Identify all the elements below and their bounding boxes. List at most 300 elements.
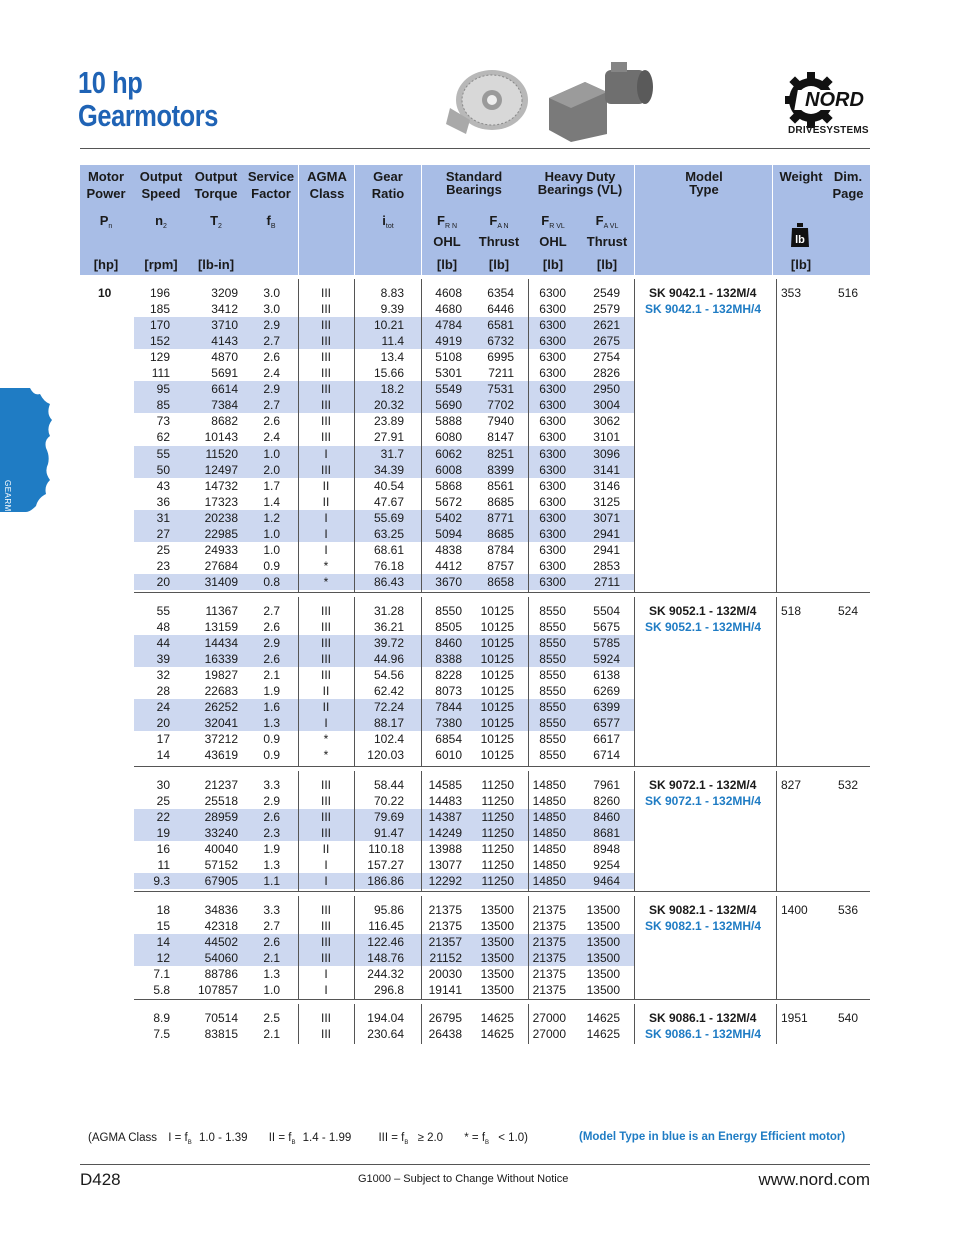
title-line-2: Gearmotors: [78, 98, 219, 133]
favl-thrust-cell: 2621: [593, 318, 620, 333]
torque-cell: 3710: [211, 318, 238, 333]
service-factor-cell: 2.7: [263, 398, 280, 413]
group-divider: [134, 592, 870, 593]
torque-cell: 6614: [211, 382, 238, 397]
dim-page-value: 516: [837, 286, 858, 300]
torque-cell: 17323: [204, 494, 238, 509]
torque-cell: 32041: [204, 716, 238, 731]
torque-cell: 83815: [204, 1027, 238, 1042]
service-factor-cell: 1.7: [263, 478, 280, 493]
gear-ratio-cell: 10.21: [373, 318, 404, 333]
service-factor-cell: 2.9: [263, 318, 280, 333]
weight-value: 518: [781, 604, 802, 618]
agma-class-cell: III: [320, 462, 331, 477]
frvl-ohl-cell: 6300: [539, 334, 566, 349]
frvl-ohl-cell: 14850: [532, 858, 566, 873]
agma-class-cell: I: [324, 446, 328, 461]
speed-cell: 28: [156, 684, 170, 699]
speed-cell: 39: [156, 652, 170, 667]
speed-cell: 55: [156, 446, 170, 461]
weight-value: 1400: [781, 903, 808, 917]
speed-cell: 14: [156, 748, 170, 763]
column-divider: [298, 279, 299, 592]
fr-ohl-cell: 20030: [428, 967, 462, 982]
fa-thrust-cell: 6732: [487, 334, 514, 349]
frvl-ohl-cell: 8550: [539, 716, 566, 731]
agma-class-cell: III: [320, 620, 331, 635]
favl-thrust-cell: 5504: [593, 604, 620, 618]
gear-ratio-cell: 9.39: [380, 302, 404, 317]
fa-thrust-cell: 6995: [487, 350, 514, 365]
unit-rpm: [rpm]: [144, 257, 178, 272]
frvl-ohl-cell: 8550: [539, 748, 566, 763]
frvl-ohl-cell: 6300: [539, 350, 566, 365]
fr-ohl-cell: 6008: [435, 462, 462, 477]
model-type-energy-efficient: SK 9052.1 - 132MH/4: [645, 620, 762, 635]
service-factor-cell: 2.1: [263, 668, 280, 683]
symbol-pn: [82, 212, 130, 235]
frvl-ohl-cell: 14850: [532, 794, 566, 809]
favl-thrust-cell: 2711: [594, 574, 620, 589]
service-factor-cell: 2.4: [263, 430, 280, 445]
symbol-t2: [188, 212, 244, 235]
symbol-t2-main: T: [210, 213, 219, 228]
torque-cell: 13159: [204, 620, 238, 635]
gear-ratio-cell: 244.32: [367, 967, 404, 982]
speed-cell: 5.8: [153, 983, 170, 998]
symbol-fan-sub: A N: [497, 223, 509, 230]
fa-thrust-cell: 8771: [487, 510, 514, 525]
gear-ratio-cell: 31.28: [373, 604, 404, 618]
agma-class-cell: III: [320, 350, 331, 365]
agma-class-cell: II: [322, 842, 330, 857]
model-type: SK 9072.1 - 132M/4: [649, 778, 757, 792]
service-factor-cell: 1.9: [263, 842, 280, 857]
service-factor-cell: 0.9: [263, 748, 280, 763]
agma-class-cell: III: [320, 604, 331, 618]
torque-cell: 70514: [204, 1011, 238, 1025]
speed-cell: 18: [156, 903, 170, 917]
fa-thrust-cell: 13500: [480, 935, 514, 950]
favl-thrust-cell: 13500: [586, 951, 620, 966]
column-divider: [528, 771, 529, 891]
agma-header: AGMA: [307, 169, 347, 184]
fa-thrust-cell: 10125: [480, 716, 514, 731]
unit-lb-2: [lb]: [488, 257, 510, 272]
frvl-ohl-cell: 8550: [539, 604, 566, 618]
fr-ohl-cell: 21375: [428, 903, 462, 917]
fa-thrust-cell: 11250: [481, 794, 514, 809]
unit-lb-1: [lb]: [436, 257, 458, 272]
torque-cell: 107857: [197, 983, 238, 998]
symbol-fan-main: F: [489, 213, 498, 228]
column-divider: [776, 771, 777, 891]
ohl-header-1: OHL: [433, 234, 461, 249]
favl-thrust-cell: 14625: [586, 1011, 620, 1025]
agma-class-cell: II: [322, 684, 330, 699]
agma-class-cell: *: [323, 574, 329, 589]
fr-ohl-cell: 8550: [435, 604, 462, 618]
fr-ohl-cell: 19141: [428, 983, 462, 998]
fr-ohl-cell: 14249: [428, 826, 462, 841]
agma-class-cell: III: [320, 430, 331, 445]
gear-ratio-cell: 11.4: [381, 334, 404, 349]
symbol-pn-main: P: [99, 213, 109, 228]
agma-class-cell: III: [320, 398, 331, 413]
favl-thrust-cell: 2950: [593, 382, 620, 397]
fa-thrust-cell: 7531: [487, 382, 514, 397]
torque-cell: 40040: [204, 842, 238, 857]
bearings-header: Bearings: [446, 182, 502, 197]
footer-url: www.nord.com: [758, 1170, 870, 1189]
torque-cell: 25518: [204, 794, 238, 809]
fa-thrust-cell: 10125: [480, 652, 514, 667]
torque-cell: 22683: [204, 684, 238, 699]
symbol-frvl-main: F: [541, 213, 550, 228]
thrust-header-1: Thrust: [478, 234, 520, 249]
gear-ratio-cell: 110.18: [368, 842, 404, 857]
fa-thrust-cell: 11250: [481, 826, 514, 841]
agma-class-cell: III: [320, 778, 331, 792]
favl-thrust-cell: 5785: [593, 636, 620, 651]
speed-cell: 30: [156, 778, 170, 792]
agma-class-cell: II: [322, 494, 330, 509]
favl-thrust-cell: 13500: [586, 967, 620, 982]
agma-class-cell: III: [320, 382, 331, 397]
header-divider: [298, 165, 299, 275]
symbol-n2-main: n: [155, 213, 164, 228]
agma-class-cell: I: [324, 874, 328, 889]
fa-thrust-cell: 10125: [480, 684, 514, 699]
torque-cell: 4870: [211, 350, 238, 365]
torque-cell: 11520: [205, 446, 238, 461]
factor-header: Factor: [251, 186, 291, 201]
fa-thrust-cell: 11250: [481, 810, 514, 825]
column-divider: [421, 597, 422, 766]
fr-ohl-cell: 5549: [435, 382, 462, 397]
torque-cell: 20238: [204, 510, 238, 525]
agma-footnote: (AGMA Class $I = f_B$ 1.0 - 1.39 II = $f_B$ 1.4 - 1.99 III = $f_B \ge 2.0$ * = $f_B < 1.0$): [88, 1132, 528, 1146]
gear-ratio-cell: 62.42: [373, 684, 404, 699]
speed-cell: 50: [156, 462, 170, 477]
gear-ratio-cell: 91.47: [373, 826, 404, 841]
gear-ratio-cell: 20.32: [373, 398, 404, 413]
speed-cell: 16: [156, 842, 170, 857]
torque-cell: 54060: [204, 951, 238, 966]
fr-ohl-cell: 8505: [435, 620, 462, 635]
fr-ohl-cell: 26795: [428, 1011, 462, 1025]
torque-cell: 8682: [211, 414, 238, 429]
fa-thrust-cell: 7702: [487, 398, 514, 413]
fa-thrust-cell: 8685: [487, 494, 514, 509]
gear-ratio-cell: 8.83: [380, 286, 404, 300]
column-divider: [354, 771, 355, 891]
unit-lb-3: [lb]: [542, 257, 564, 272]
gear-ratio-cell: 186.86: [367, 874, 404, 889]
column-divider: [298, 896, 299, 1000]
svg-text:lb: lb: [795, 234, 805, 246]
symbol-frn-sub: R N: [444, 223, 457, 230]
service-factor-cell: 2.9: [263, 382, 280, 397]
gear-ratio-cell: 120.03: [367, 748, 404, 763]
gear-ratio-cell: 194.04: [367, 1011, 404, 1025]
symbol-n2: [132, 212, 190, 235]
column-divider: [354, 597, 355, 766]
fa-thrust-cell: 8658: [487, 574, 514, 589]
column-divider: [421, 896, 422, 1000]
agma-class-cell: III: [320, 794, 331, 809]
fr-ohl-cell: 5690: [435, 398, 462, 413]
group-divider: [134, 891, 870, 892]
speed-cell: 24: [156, 700, 170, 715]
motor-header: Motor: [87, 169, 125, 184]
fr-ohl-cell: 12292: [428, 874, 462, 889]
fa-thrust-cell: 13500: [480, 983, 514, 998]
column-divider: [634, 896, 635, 1000]
column-divider: [634, 1004, 635, 1044]
fr-ohl-cell: 4680: [435, 302, 462, 317]
agma-class-cell: III: [320, 668, 331, 683]
torque-cell: 34836: [204, 903, 238, 917]
favl-thrust-cell: 2675: [593, 334, 620, 349]
symbol-t2-sub: 2: [218, 223, 222, 230]
symbol-fb-main: f: [266, 213, 271, 228]
favl-thrust-cell: 13500: [586, 919, 620, 934]
speed-cell: 55: [156, 604, 170, 618]
favl-thrust-cell: 3071: [593, 510, 620, 525]
speed-cell: 31: [156, 510, 170, 525]
fr-ohl-cell: 4412: [435, 558, 462, 573]
agma-class-cell: III: [320, 1011, 331, 1025]
frvl-ohl-cell: 6300: [539, 526, 566, 541]
fr-ohl-cell: 6062: [435, 446, 462, 461]
favl-thrust-cell: 13500: [586, 903, 620, 917]
fa-thrust-cell: 7940: [487, 414, 514, 429]
fa-thrust-cell: 8399: [487, 462, 514, 477]
frvl-ohl-cell: 14850: [532, 842, 566, 857]
torque-cell: 14732: [204, 478, 238, 493]
service-factor-cell: 2.6: [263, 935, 280, 950]
gear-ratio-cell: 116.45: [368, 919, 404, 934]
frvl-ohl-cell: 8550: [539, 684, 566, 699]
fa-thrust-cell: 8784: [487, 542, 514, 557]
service-factor-cell: 1.3: [263, 716, 280, 731]
favl-thrust-cell: 6269: [593, 684, 620, 699]
agma-class-cell: III: [320, 919, 331, 934]
weight-value: 353: [781, 286, 802, 300]
favl-thrust-cell: 6577: [593, 716, 620, 731]
fa-thrust-cell: 10125: [480, 732, 514, 747]
gear-ratio-cell: 95.86: [373, 903, 404, 917]
column-divider: [298, 771, 299, 891]
gear-ratio-cell: 23.89: [373, 414, 404, 429]
side-tab-label: GEARMOTORS: [3, 480, 12, 543]
unit-lb-4: [lb]: [596, 257, 618, 272]
output-speed-header-1: Output: [139, 169, 183, 184]
symbol-frn-main: F: [436, 213, 445, 228]
column-divider: [776, 597, 777, 766]
favl-thrust-cell: 3146: [593, 478, 620, 493]
symbol-fb: [244, 212, 298, 235]
fa-thrust-cell: 8147: [487, 430, 514, 445]
unit-lb-5: [lb]: [790, 257, 812, 272]
fr-ohl-cell: 14483: [428, 794, 462, 809]
frvl-ohl-cell: 6300: [539, 430, 566, 445]
fa-thrust-cell: 11250: [481, 842, 514, 857]
fr-ohl-cell: 4919: [435, 334, 462, 349]
speed-cell: 20: [156, 574, 170, 589]
speed-cell: 129: [149, 350, 170, 365]
speed-cell: 12: [156, 951, 170, 966]
brand-sub: DRIVESYSTEMS: [788, 125, 869, 136]
fr-ohl-cell: 8388: [435, 652, 462, 667]
agma-class-cell: III: [320, 935, 331, 950]
speed-cell: 85: [156, 398, 170, 413]
favl-thrust-cell: 6399: [593, 700, 620, 715]
frvl-ohl-cell: 8550: [539, 700, 566, 715]
frvl-ohl-cell: 8550: [539, 668, 566, 683]
fa-thrust-cell: 10125: [480, 620, 514, 635]
service-factor-cell: 1.2: [263, 510, 280, 525]
frvl-ohl-cell: 6300: [539, 398, 566, 413]
torque-cell: 22985: [204, 526, 238, 541]
service-factor-cell: 2.9: [263, 794, 280, 809]
speed-cell: 23: [156, 558, 170, 573]
torque-cell: 44502: [204, 935, 238, 950]
frvl-ohl-cell: 6300: [539, 286, 566, 300]
service-factor-cell: 3.0: [263, 286, 280, 300]
speed-cell: 14: [156, 935, 170, 950]
fa-thrust-cell: 10125: [480, 636, 514, 651]
header-divider: [634, 165, 635, 275]
speed-cell: 73: [156, 414, 170, 429]
gear-ratio-cell: 31.7: [380, 446, 404, 461]
fa-thrust-cell: 13500: [480, 919, 514, 934]
fr-ohl-cell: 6080: [435, 430, 462, 445]
speed-cell: 32: [156, 668, 170, 683]
gear-ratio-cell: 18.2: [380, 382, 404, 397]
frvl-ohl-cell: 6300: [539, 366, 566, 381]
page-title: [78, 66, 218, 132]
frvl-ohl-cell: 8550: [539, 620, 566, 635]
gear-ratio-cell: 39.72: [373, 636, 404, 651]
favl-thrust-cell: 6138: [593, 668, 620, 683]
agma-class-cell: I: [324, 526, 328, 541]
torque-cell: 14434: [204, 636, 238, 651]
frvl-ohl-cell: 6300: [539, 382, 566, 397]
speed-header: Speed: [141, 186, 181, 201]
favl-thrust-cell: 14625: [586, 1027, 620, 1042]
heavy-duty-header: Heavy Duty: [544, 169, 616, 184]
service-header: Service: [247, 169, 295, 184]
ratio-header: Ratio: [371, 186, 405, 201]
fr-ohl-cell: 14585: [428, 778, 462, 792]
nord-logo-icon: [783, 72, 873, 132]
group-divider: [134, 766, 870, 767]
agma-class-cell: *: [323, 558, 329, 573]
speed-cell: 15: [156, 919, 170, 934]
unit-lbin: [lb-in]: [197, 257, 235, 272]
fr-ohl-cell: 4838: [435, 542, 462, 557]
weight-value: 827: [781, 778, 802, 792]
agma-class-cell: III: [320, 366, 331, 381]
column-divider: [634, 597, 635, 766]
fa-thrust-cell: 8251: [487, 446, 514, 461]
favl-thrust-cell: 8681: [593, 826, 620, 841]
service-factor-cell: 1.3: [263, 967, 280, 982]
header-divider: [354, 165, 355, 275]
symbol-n2-sub: 2: [163, 223, 167, 230]
model-type-energy-efficient: SK 9042.1 - 132MH/4: [645, 302, 762, 317]
frvl-ohl-cell: 6300: [539, 318, 566, 333]
favl-thrust-cell: 3062: [593, 414, 620, 429]
service-factor-cell: 0.9: [263, 732, 280, 747]
frvl-ohl-cell: 6300: [539, 446, 566, 461]
torque-cell: 88786: [204, 967, 238, 982]
fa-thrust-cell: 13500: [480, 967, 514, 982]
fr-ohl-cell: 21357: [428, 935, 462, 950]
gear-ratio-cell: 47.67: [373, 494, 404, 509]
speed-cell: 185: [149, 302, 170, 317]
column-divider: [528, 896, 529, 1000]
service-factor-cell: 1.4: [263, 494, 280, 509]
service-factor-cell: 2.1: [263, 1027, 280, 1042]
column-divider: [298, 597, 299, 766]
symbol-fan: [472, 212, 526, 235]
column-divider: [354, 1004, 355, 1044]
agma-class-cell: III: [320, 636, 331, 651]
agma-class-cell: III: [320, 903, 331, 917]
page-number: D428: [80, 1170, 121, 1189]
symbol-fb-sub: B: [270, 223, 276, 230]
agma-class-cell: I: [324, 542, 328, 557]
symbol-favl: [580, 212, 634, 235]
output-torque-header-1: Output: [194, 169, 238, 184]
torque-cell: 3412: [211, 302, 238, 317]
torque-cell: 4143: [211, 334, 238, 349]
frvl-ohl-cell: 8550: [539, 652, 566, 667]
favl-thrust-cell: 3101: [593, 430, 620, 445]
gear-ratio-cell: 34.39: [373, 462, 404, 477]
agma-class-cell: III: [320, 302, 331, 317]
favl-thrust-cell: 2549: [593, 286, 620, 300]
favl-thrust-cell: 2941: [593, 526, 620, 541]
gear-ratio-cell: 55.69: [373, 510, 404, 525]
agma-class-cell: *: [323, 748, 329, 763]
torque-cell: 3209: [211, 286, 238, 300]
agma-class-cell: I: [324, 967, 328, 982]
favl-thrust-cell: 13500: [586, 935, 620, 950]
fa-thrust-cell: 8757: [487, 558, 514, 573]
favl-thrust-cell: 2826: [593, 366, 620, 381]
service-factor-cell: 2.7: [263, 919, 280, 934]
group-divider: [134, 999, 870, 1000]
fa-thrust-cell: 6446: [487, 302, 514, 317]
frvl-ohl-cell: 14850: [532, 874, 566, 889]
service-factor-cell: 1.0: [263, 446, 280, 461]
standard-header: Standard: [445, 169, 503, 184]
gear-ratio-cell: 40.54: [373, 478, 404, 493]
fa-thrust-cell: 10125: [480, 604, 514, 618]
favl-thrust-cell: 5924: [593, 652, 620, 667]
favl-thrust-cell: 2754: [593, 350, 620, 365]
symbol-itot-main: i: [382, 213, 386, 228]
favl-thrust-cell: 13500: [586, 983, 620, 998]
frvl-ohl-cell: 6300: [539, 462, 566, 477]
speed-cell: 9.3: [153, 874, 170, 889]
agma-class-cell: III: [320, 826, 331, 841]
favl-thrust-cell: 7961: [593, 778, 620, 792]
